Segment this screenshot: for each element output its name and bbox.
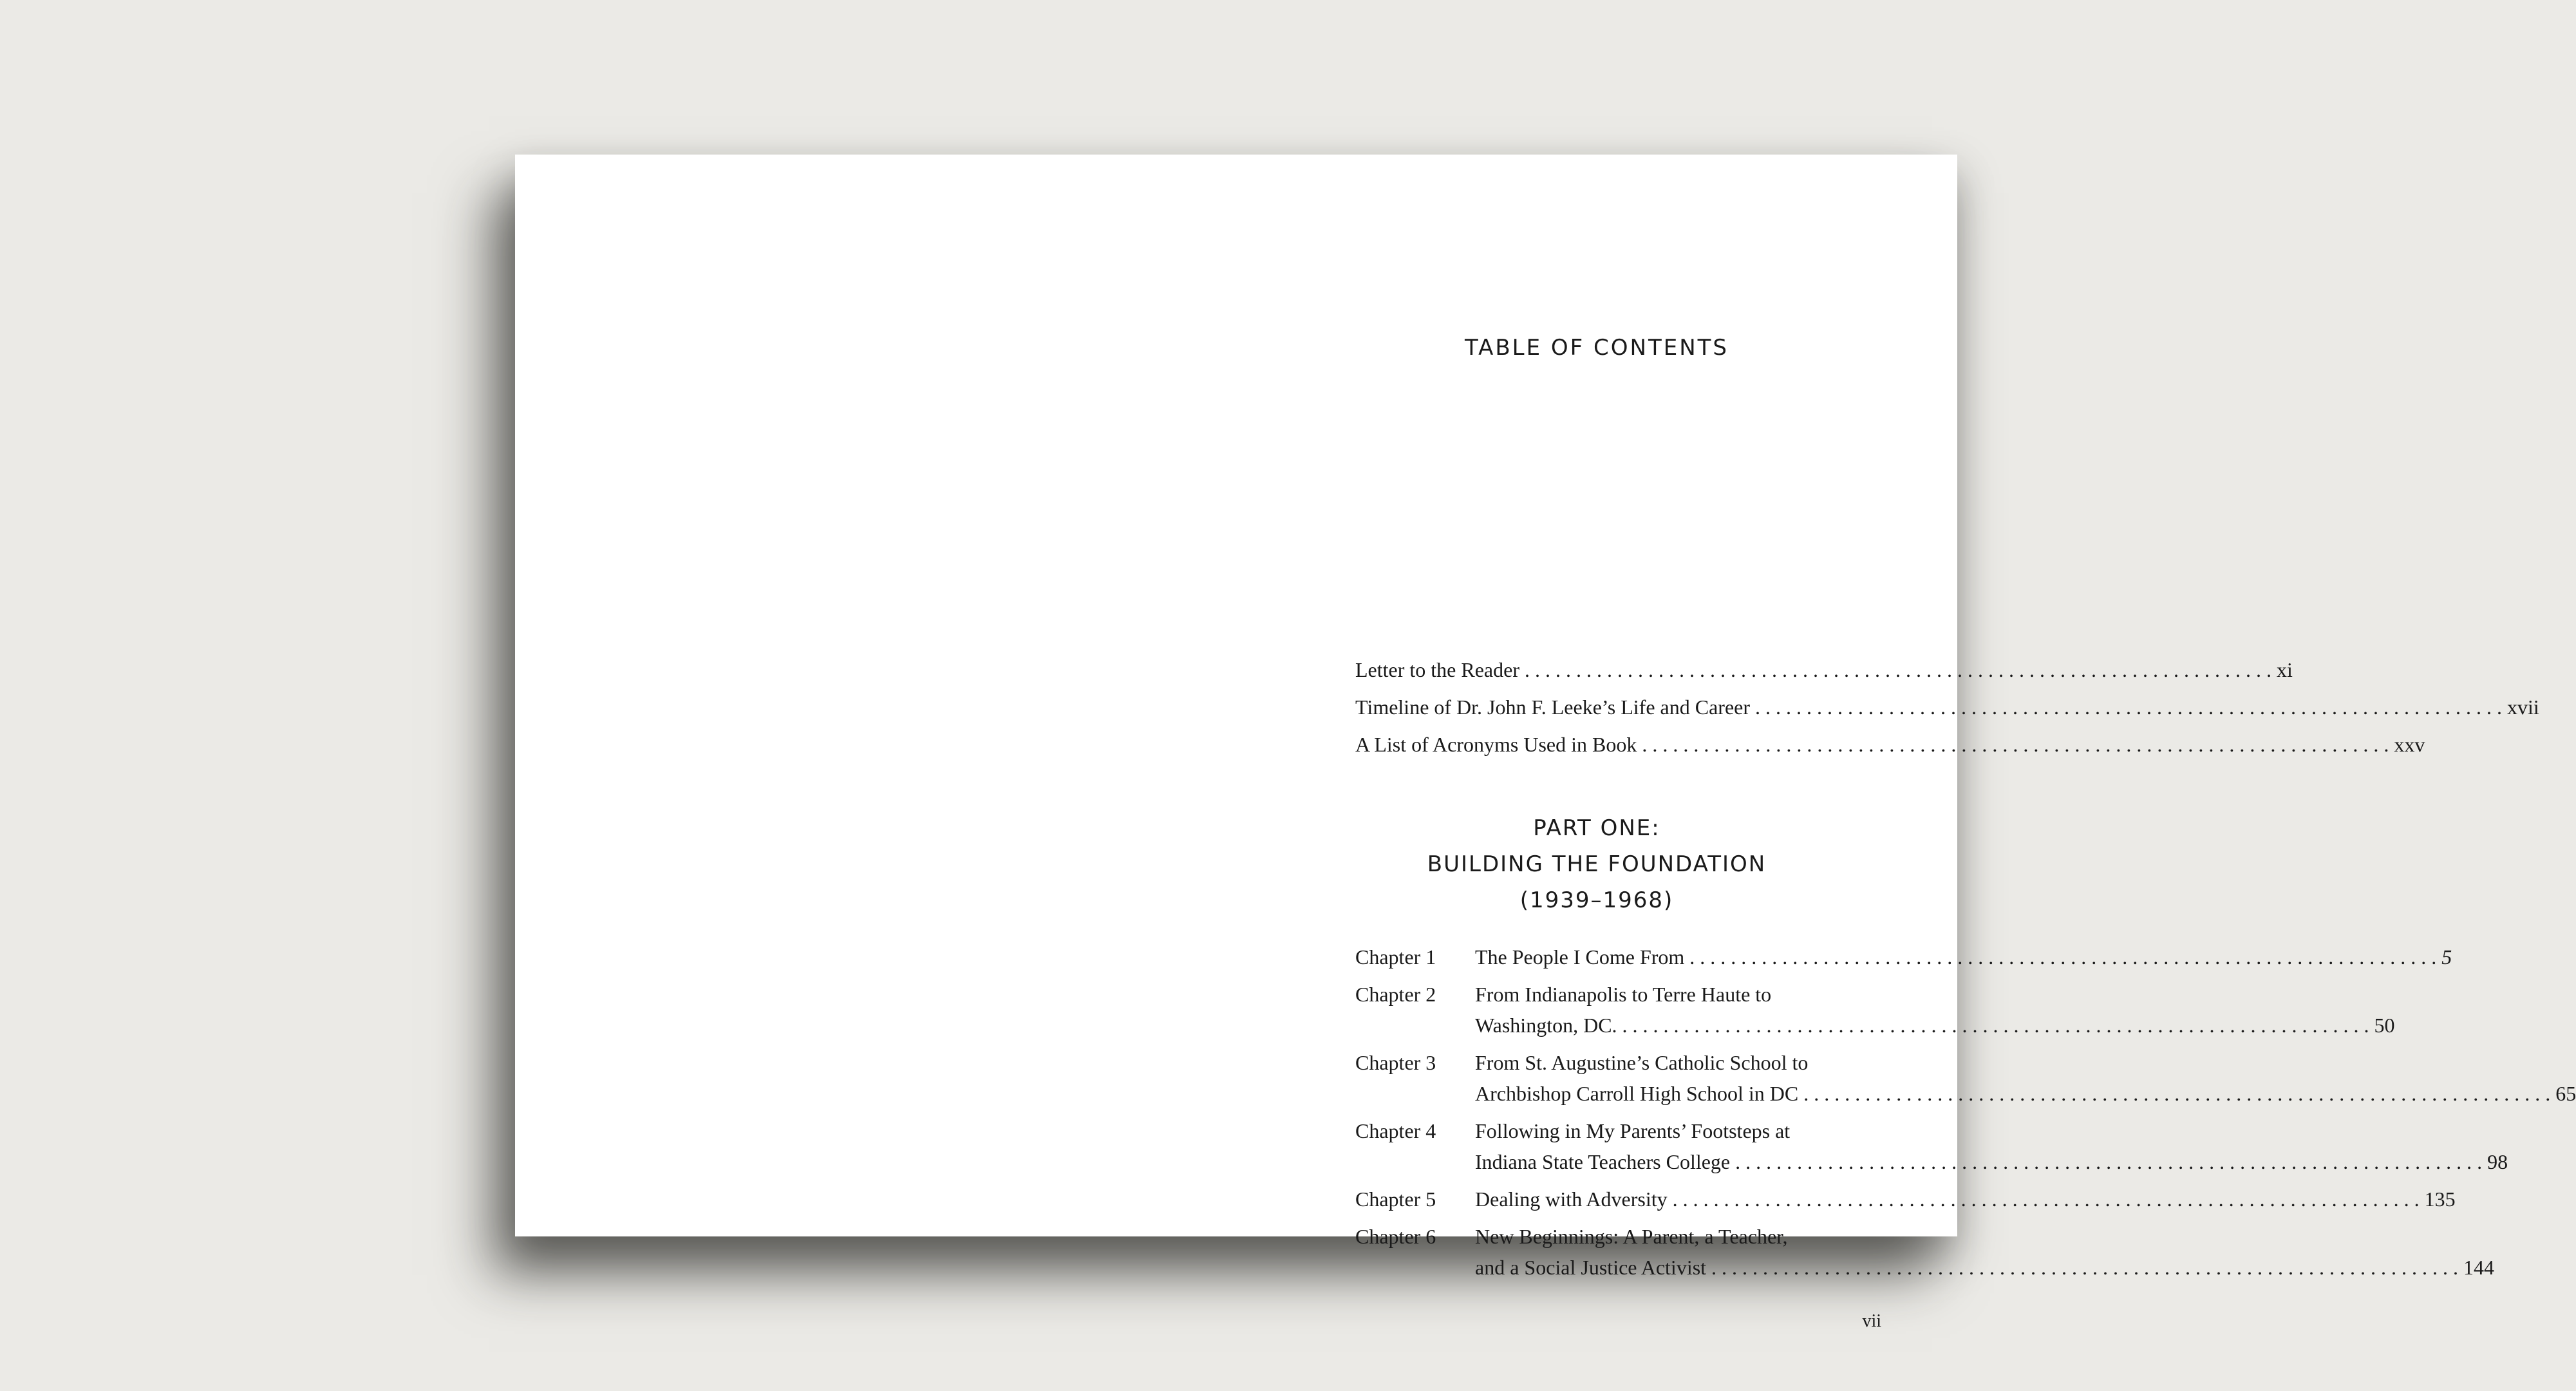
toc-entry-page: xxv — [2394, 733, 2425, 756]
chapter-page: 144 — [2463, 1256, 2495, 1279]
chapter-title: New Beginnings: A Parent, a Teacher, — [1475, 1225, 1788, 1248]
chapter-number: Chapter 3 — [1355, 1051, 1436, 1074]
chapter-number: Chapter 5 — [1355, 1188, 1436, 1211]
chapter-entry-6 — [1355, 1221, 2495, 1283]
part-heading-line: BUILDING THE FOUNDATION — [1427, 851, 1767, 877]
chapter-title-block — [1475, 1047, 2576, 1109]
chapter-page: 65 — [2555, 1082, 2576, 1105]
chapter-title-line — [1475, 1184, 2456, 1215]
chapter-entry-5 — [1355, 1184, 2456, 1215]
chapter-entry-2 — [1355, 979, 2395, 1041]
toc-entry-page: xvii — [2507, 696, 2539, 719]
chapter-title-block — [1475, 942, 2452, 972]
chapter-entry-4 — [1355, 1115, 2508, 1177]
front-matter-list — [1355, 658, 2539, 770]
leader-dots — [1711, 1252, 2458, 1283]
chapter-title-line — [1475, 1146, 2508, 1177]
chapter-title: From Indianapolis to Terre Haute to — [1475, 983, 1772, 1006]
chapter-page: 135 — [2424, 1188, 2456, 1211]
chapter-title-block — [1475, 979, 2395, 1041]
chapter-title-block — [1475, 1221, 2494, 1283]
chapter-number: Chapter 2 — [1355, 983, 1436, 1006]
leader-dots — [1673, 1184, 2420, 1215]
toc-entry-page: xi — [2276, 658, 2293, 681]
chapter-title: The People I Come From — [1475, 945, 1685, 969]
chapter-entry-3 — [1355, 1047, 2576, 1109]
leader-dots — [1803, 1078, 2550, 1109]
page-number: vii — [1862, 1311, 1881, 1331]
part-heading-line: PART ONE: — [1533, 815, 1660, 841]
chapter-title: and a Social Justice Activist — [1475, 1256, 1707, 1279]
toc-entry-label: A List of Acronyms Used in Book — [1355, 733, 1637, 756]
leader-dots — [1735, 1146, 2482, 1177]
chapter-title: From St. Augustine’s Catholic School to — [1475, 1051, 1809, 1074]
chapter-title-line — [1475, 1078, 2576, 1109]
toc-entry-label: Letter to the Reader — [1355, 658, 1519, 681]
chapter-title: Indiana State Teachers College — [1475, 1150, 1731, 1173]
toc-entry-timeline — [1355, 696, 2539, 733]
chapter-entry-1 — [1355, 942, 2452, 972]
leader-dots — [1755, 696, 2502, 719]
chapter-title-block — [1475, 1115, 2508, 1177]
left-page-blank — [515, 155, 1236, 1236]
leader-dots — [1689, 942, 2436, 972]
leader-dots — [1525, 658, 2271, 682]
toc-entry-letter — [1355, 658, 2293, 696]
toc-title: TABLE OF CONTENTS — [1464, 335, 1729, 361]
chapter-title: Following in My Parents’ Footsteps at — [1475, 1119, 1791, 1142]
toc-entry-acronyms — [1355, 733, 2425, 770]
book-spread — [515, 155, 2576, 1331]
leader-dots — [1622, 1010, 2369, 1041]
chapter-title: Archbishop Carroll High School in DC — [1475, 1082, 1799, 1105]
chapter-title-block — [1475, 1184, 2456, 1215]
chapter-page: 98 — [2487, 1150, 2508, 1173]
chapter-number: Chapter 4 — [1355, 1119, 1436, 1142]
toc-entry-label: Timeline of Dr. John F. Leeke’s Life and Career — [1355, 696, 1750, 719]
chapter-title-line — [1475, 1252, 2494, 1283]
chapter-title-line — [1475, 942, 2452, 972]
leader-dots — [1642, 733, 2389, 757]
part-heading — [1236, 810, 1957, 918]
right-page — [1236, 155, 2576, 1331]
chapter-page: 50 — [2374, 1014, 2395, 1037]
chapter-title: Washington, DC. — [1475, 1014, 1617, 1037]
chapter-title: Dealing with Adversity — [1475, 1188, 1668, 1211]
chapter-number: Chapter 1 — [1355, 945, 1436, 969]
part-heading-line: (1939–1968) — [1519, 887, 1674, 913]
chapter-title-line — [1475, 1010, 2395, 1041]
chapter-page: 5 — [2441, 945, 2452, 969]
chapter-list — [1355, 942, 2576, 1289]
chapter-number: Chapter 6 — [1355, 1225, 1436, 1248]
